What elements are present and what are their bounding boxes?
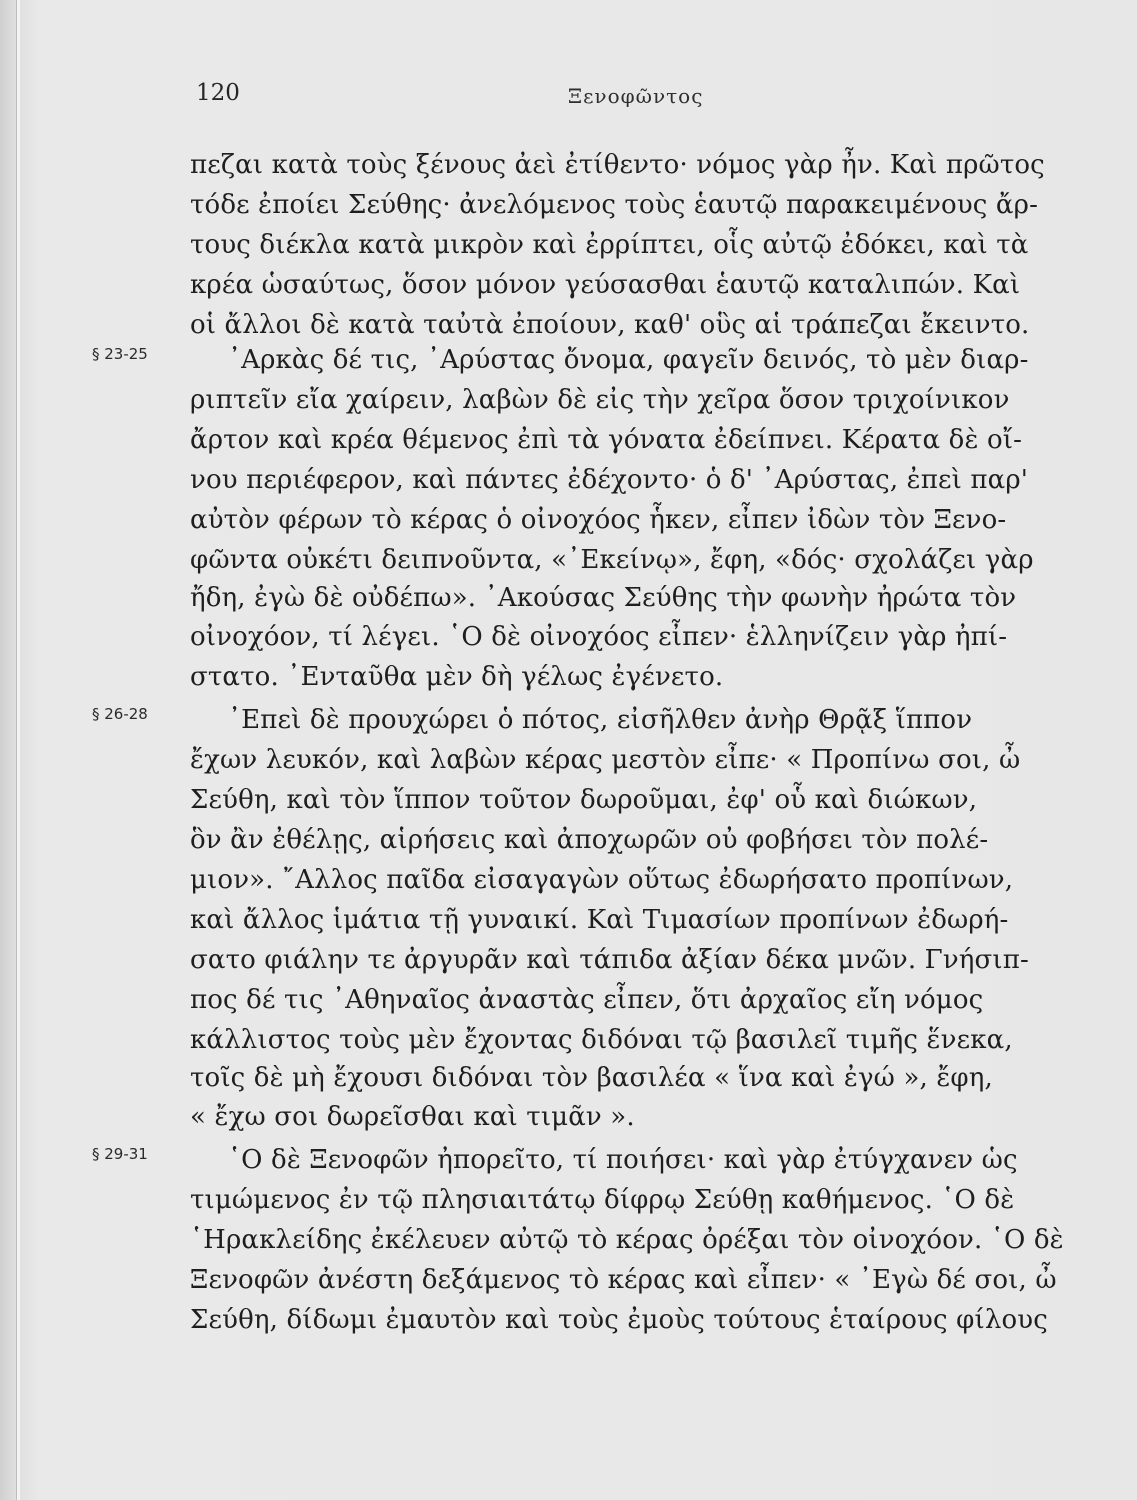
section-marker: § 29-31 bbox=[92, 1145, 148, 1163]
text-line: οἰνοχόον, τί λέγει. ῾Ο δὲ οἰνοχόος εἶπεν· ἑλληνίζειν γὰρ ἠπί- bbox=[190, 622, 1008, 652]
text-line: ἤδη, ἐγὼ δὲ οὐδέπω». ᾿Ακούσας Σεύθης τὴν φωνὴν ἠρώτα τὸν bbox=[190, 583, 1017, 613]
text-line: ἔχων λευκόν, καὶ λαβὼν κέρας μεστὸν εἶπε· « Προπίνω σοι, ὦ bbox=[190, 745, 1021, 775]
page-number: 120 bbox=[196, 80, 240, 106]
text-line: ῾Ο δὲ Ξενοφῶν ἠπορεῖτο, τί ποιήσει· καὶ γὰρ ἐτύγχανεν ὡς bbox=[228, 1145, 1018, 1175]
text-line: τόδε ἐποίει Σεύθης· ἀνελόμενος τοὺς ἑαυτῷ παρακειμένους ἄρ- bbox=[190, 190, 1039, 220]
text-line: καὶ ἄλλος ἱμάτια τῇ γυναικί. Καὶ Τιμασίων προπίνων ἐδωρή- bbox=[190, 905, 1009, 935]
text-line: ῾Ηρακλείδης ἐκέλευεν αὐτῷ τὸ κέρας ὀρέξαι τὸν οἰνοχόον. ῾Ο δὲ bbox=[190, 1225, 1064, 1255]
text-line: οἱ ἄλλοι δὲ κατὰ ταὐτὰ ἐποίουν, καθ' οὓς αἱ τράπεζαι ἔκειντο. bbox=[190, 310, 1030, 340]
text-line: νου περιέφερον, καὶ πάντες ἐδέχοντο· ὁ δ' ᾿Αρύστας, ἐπεὶ παρ' bbox=[190, 465, 1029, 495]
text-line: « ἔχω σοι δωρεῖσθαι καὶ τιμᾶν ». bbox=[190, 1102, 635, 1132]
text-line: σατο φιάλην τε ἀργυρᾶν καὶ τάπιδα ἀξίαν δέκα μνῶν. Γνήσιπ- bbox=[190, 945, 1029, 975]
text-line: πος δέ τις ᾿Αθηναῖος ἀναστὰς εἶπεν, ὅτι ἀρχαῖος εἴη νόμος bbox=[190, 985, 984, 1015]
text-line: τοῖς δὲ μὴ ἔχουσι διδόναι τὸν βασιλέα « ἵνα καὶ ἐγώ », ἔφη, bbox=[190, 1063, 993, 1093]
text-line: ριπτεῖν εἴα χαίρειν, λαβὼν δὲ εἰς τὴν χεῖρα ὅσον τριχοίνικον bbox=[190, 385, 1010, 415]
text-line: τους διέκλα κατὰ μικρὸν καὶ ἐρρίπτει, οἷς αὐτῷ ἐδόκει, καὶ τὰ bbox=[190, 230, 1029, 260]
page-header bbox=[0, 76, 1137, 116]
text-line: κάλλιστος τοὺς μὲν ἔχοντας διδόναι τῷ βασιλεῖ τιμῆς ἕνεκα, bbox=[190, 1025, 1013, 1055]
text-line: κρέα ὡσαύτως, ὅσον μόνον γεύσασθαι ἑαυτῷ καταλιπών. Καὶ bbox=[190, 270, 1021, 300]
section-marker: § 23-25 bbox=[92, 345, 148, 363]
running-title: Ξενοφῶντος bbox=[568, 84, 704, 108]
text-line: Σεύθη, καὶ τὸν ἵππον τοῦτον δωροῦμαι, ἐφ' οὗ καὶ διώκων, bbox=[190, 785, 978, 815]
text-line: Σεύθη, δίδωμι ἐμαυτὸν καὶ τοὺς ἐμοὺς τούτους ἑταίρους φίλους bbox=[190, 1305, 1048, 1335]
text-line: αὐτὸν φέρων τὸ κέρας ὁ οἰνοχόος ἧκεν, εἶπεν ἰδὼν τὸν Ξενο- bbox=[190, 505, 1007, 535]
text-line: ἄρτον καὶ κρέα θέμενος ἐπὶ τὰ γόνατα ἐδείπνει. Κέρατα δὲ οἴ- bbox=[190, 425, 1023, 455]
text-line: Ξενοφῶν ἀνέστη δεξάμενος τὸ κέρας καὶ εἶπεν· « ᾿Εγὼ δέ σοι, ὦ bbox=[190, 1265, 1057, 1295]
text-line: πεζαι κατὰ τοὺς ξένους ἀεὶ ἐτίθεντο· νόμος γὰρ ἦν. Καὶ πρῶτος bbox=[190, 150, 1045, 180]
text-line: φῶντα οὐκέτι δειπνοῦντα, «᾿Εκείνῳ», ἔφη, «δός· σχολάζει γὰρ bbox=[190, 545, 1034, 575]
text-line: ᾿Επεὶ δὲ προυχώρει ὁ πότος, εἰσῆλθεν ἀνὴρ Θρᾷξ ἵππον bbox=[228, 705, 973, 735]
text-line: ὃν ἂν ἐθέλῃς, αἱρήσεις καὶ ἀποχωρῶν οὐ φοβήσει τὸν πολέ- bbox=[190, 825, 989, 855]
text-line: τιμώμενος ἐν τῷ πλησιαιτάτῳ δίφρῳ Σεύθῃ καθήμενος. ῾Ο δὲ bbox=[190, 1185, 1015, 1215]
page-edge bbox=[16, 0, 20, 1500]
text-line: ᾿Αρκὰς δέ τις, ᾿Αρύστας ὄνομα, φαγεῖν δεινός, τὸ μὲν διαρ- bbox=[228, 345, 1029, 375]
text-line: στατο. ᾿Ενταῦθα μὲν δὴ γέλως ἐγένετο. bbox=[190, 662, 724, 692]
section-marker: § 26-28 bbox=[92, 705, 148, 723]
text-line: μιον». ῎Αλλος παῖδα εἰσαγαγὼν οὕτως ἐδωρήσατο προπίνων, bbox=[190, 865, 1014, 895]
